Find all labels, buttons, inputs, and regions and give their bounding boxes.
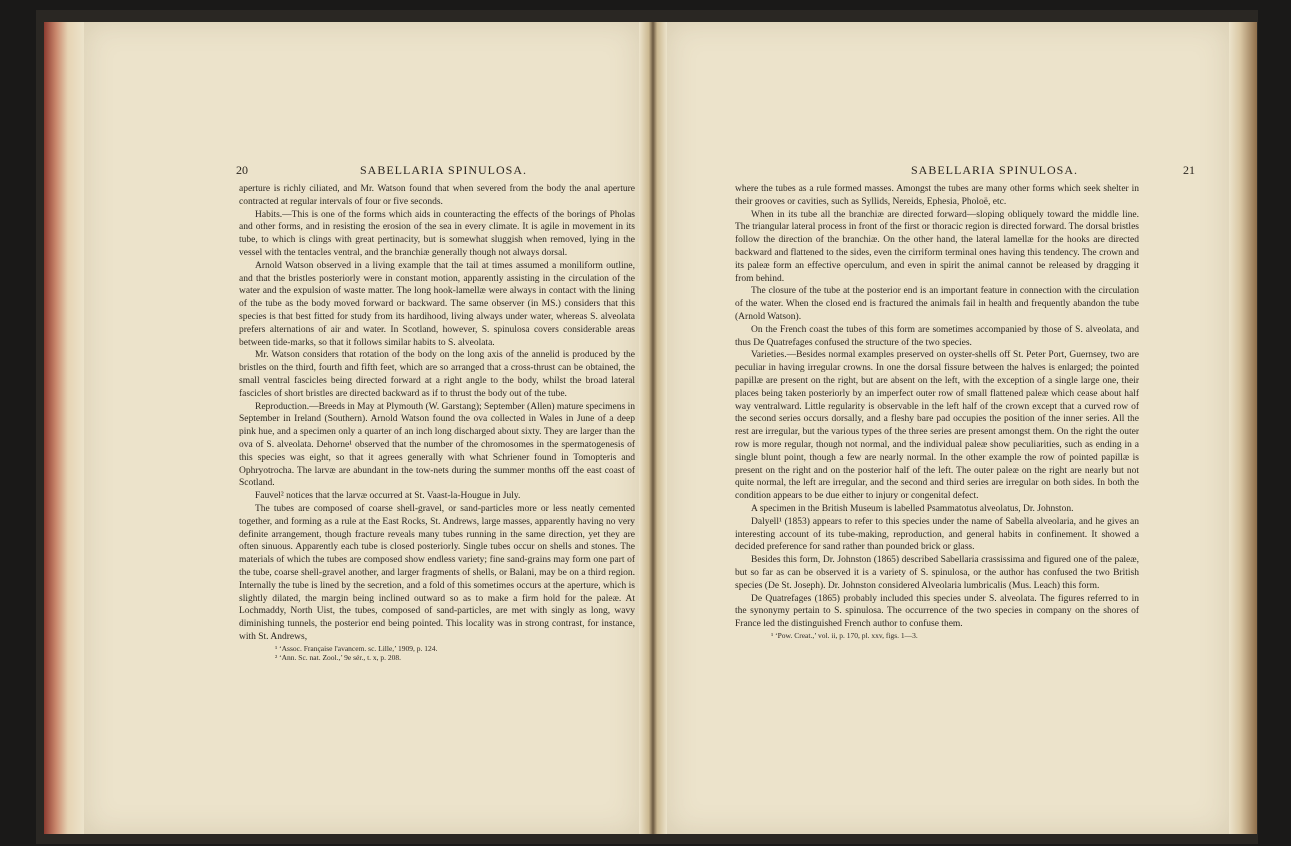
paragraph: A specimen in the British Museum is labelled Psammatotus alveolatus, Dr. Johnston. — [751, 503, 1074, 514]
footnote: ² ‘Ann. Sc. nat. Zool.,’ 9e sér., t. x, p. 208. — [275, 652, 402, 662]
book-spread — [36, 10, 1258, 844]
running-head: SABELLARIA SPINULOSA. — [360, 163, 528, 177]
paragraph: Fauvel² notices that the larvæ occurred at St. Vaast-la-Hougue in July. — [255, 491, 521, 502]
paragraph: where the tubes as a rule formed masses. Amongst the tubes are many other forms which seek shelter in their grooves or cavities, such as Syllids, Nereids, Ephesia, Pholoë, etc. — [735, 184, 1139, 207]
paragraph: Arnold Watson observed in a living example that the tail at times assumed a moniliform outline, and that the bristles posteriorly were in constant motion, apparently assisting in the circulation of the water and the expulsion of waste matter. The long hook-lamellæ were always in contact with the lining of the tube as the body moved forward or backward. The same observer (in MS.) considers that this species is that best fitted for study from its hardihood, living always under water, whereas S. alveolata prefers alternations of air and water. In Scotland, however, S. spinulosa covers considerable areas between tide-marks, so that it follows similar habits to S. alveolata. — [239, 260, 635, 348]
paragraph: Besides this form, Dr. Johnston (1865) described Sabellaria crassissima and figured one of the paleæ, but so far as can be observed it is a variety of S. spinulosa, or the author has confused the two British species (De St. Joseph). Dr. Johnston considered Alveolaria lumbricalis (Mus. Leach) this form. — [735, 555, 1139, 591]
paragraph: On the French coast the tubes of this form are sometimes accompanied by those of S. alveolata, and thus De Quatrefages confused the structure of the two species. — [735, 324, 1139, 348]
paragraph: Dalyell¹ (1853) appears to refer to this species under the name of Sabella alveolaria, and he gives an interesting account of its tube-making, reproduction, and general habits in confinement. It showed a decided preference for sand rather than pounded brick or glass. — [735, 516, 1139, 553]
paragraph: aperture is richly ciliated, and Mr. Watson found that when severed from the body the anal aperture contracted at regular intervals of four or five seconds. — [239, 184, 635, 207]
paragraph: Reproduction.—Breeds in May at Plymouth (W. Garstang); September (Allen) mature specimens in September in Ireland (Southern). Arnold Watson found the ova collected in Wales in June of a deep pink hue, and a specimen only a quarter of an inch long discharged about sixty. They are larger than the ova of S. alveolata. Dehorne¹ observed that the number of the chromosomes in the spermatogenesis of this species was eight, so that it agrees generally with what Schriener found in Tomopteris and Ophryotrocha. The larvæ are abundant in the tow-nets during the summer months off the east coast of Scotland. — [239, 401, 635, 489]
page-body — [239, 183, 635, 662]
footnote: ¹ ‘Assoc. Française l'avancem. sc. Lille,’ 1909, p. 124. — [275, 643, 438, 653]
paragraph: Varieties.—Besides normal examples preserved on oyster-shells off St. Peter Port, Guernsey, two are peculiar in having irregular crowns. In one the dorsal fissure between the halves is enlarged; the pointed papillæ are present on the right, but are absent on the left, with the exception of a single large one, their places being taken posteriorly by an imperfect outer row of small flattened paleæ which cease about half way ventralward. Little regularity is observable in the left half of the crown except that a curved row of the second series occurs dorsally, and a fleshy bare pad occupies the position of the inner series. All the rest are irregular, but the various types of the three series are present amongst them. On the right the outer row is more regular, though not normal, and the individual paleæ show peculiarities, such as ending in a single blunt point, though a few are nearly normal. In the other example the row of pointed papillæ is present on the right and on the posterior half of the left. The outer paleæ on the right are nearly but not quite normal, the left are irregular, and the second and third series are irregular on both sides. In both the condition appears to be due either to injury or congenital defect. — [735, 350, 1139, 502]
paragraph: Mr. Watson considers that rotation of the body on the long axis of the annelid is produced by the bristles on the third, fourth and fifth feet, which are so arranged that a cross-thrust can be obtained, the small ventral fascicles being directed forward at a right angle to the body, whilst the broad lateral fascicles of short bristles are directed backward as if to thrust the body out of the tube. — [239, 350, 635, 399]
paragraph: Habits.—This is one of the forms which aids in counteracting the effects of the borings of Pholas and other forms, and in resisting the erosion of the sea in every climate. It is agile in movement in its tube, to which is clings with great pertinacity, but is somewhat sluggish when removed, lying in the vessel with the tentacles ventral, and the branchiæ generally though not always dorsal. — [239, 209, 635, 258]
right-page — [667, 22, 1229, 834]
running-head: SABELLARIA SPINULOSA. — [911, 163, 1079, 177]
page-number: 20 — [236, 163, 248, 177]
page-number: 21 — [1183, 163, 1195, 177]
paragraph: When in its tube all the branchiæ are directed forward—sloping obliquely toward the middle line. The triangular lateral process in front of the first or thoracic region is directed forward. The dorsal bristles follow the direction of the branchiæ. On the other hand, the lateral lamellæ for the hooks are directed backward and flattened to the sides, even the cirriform terminal ones having this tendency. The crown and its paleæ form an effective operculum, and even in spirit the animal cannot be released by dragging it from behind. — [735, 209, 1139, 284]
page-body — [735, 183, 1139, 640]
left-page — [84, 22, 639, 834]
footnote: ¹ ‘Pow. Creat.,’ vol. ii, p. 170, pl. xxv, figs. 1—3. — [771, 630, 918, 640]
book-gutter — [639, 22, 667, 834]
paragraph: The tubes are composed of coarse shell-gravel, or sand-particles more or less neatly cemented together, and forming as a rule at the East Rocks, St. Andrews, large masses, apparently having no very definite arrangement, though fracture reveals many tubes running in the same direction, yet they are often sinuous. Apparently each tube is closed posteriorly. Single tubes occur on shells and stones. The materials of which the tubes are composed show endless variety; fine sand-grains may form one part of the tube, coarse shell-gravel another, and larger fragments of shells, or Balani, may be on a third region. Internally the tube is lined by the secretion, and a fold of this sometimes occurs at the aperture, which is slightly dilated, the margin being inclined outward so as to make a firm hold for the paleæ. At Lochmaddy, North Uist, the tubes, composed of sand-particles, are met with singly as long, wavy diminishing tunnels, the posterior end being pointed. This locality was in strong contrast, for instance, with St. Andrews, — [239, 503, 635, 642]
paragraph: De Quatrefages (1865) probably included this species under S. alveolata. The figures referred to in the synonymy pertain to S. spinulosa. The occurrence of the two species in company on the shores of France led the distinguished French author to confuse them. — [735, 593, 1139, 630]
paragraph: The closure of the tube at the posterior end is an important feature in connection with the circulation of the water. When the closed end is fractured the animals fail in health and frequently abandon the tube (Arnold Watson). — [735, 286, 1139, 322]
